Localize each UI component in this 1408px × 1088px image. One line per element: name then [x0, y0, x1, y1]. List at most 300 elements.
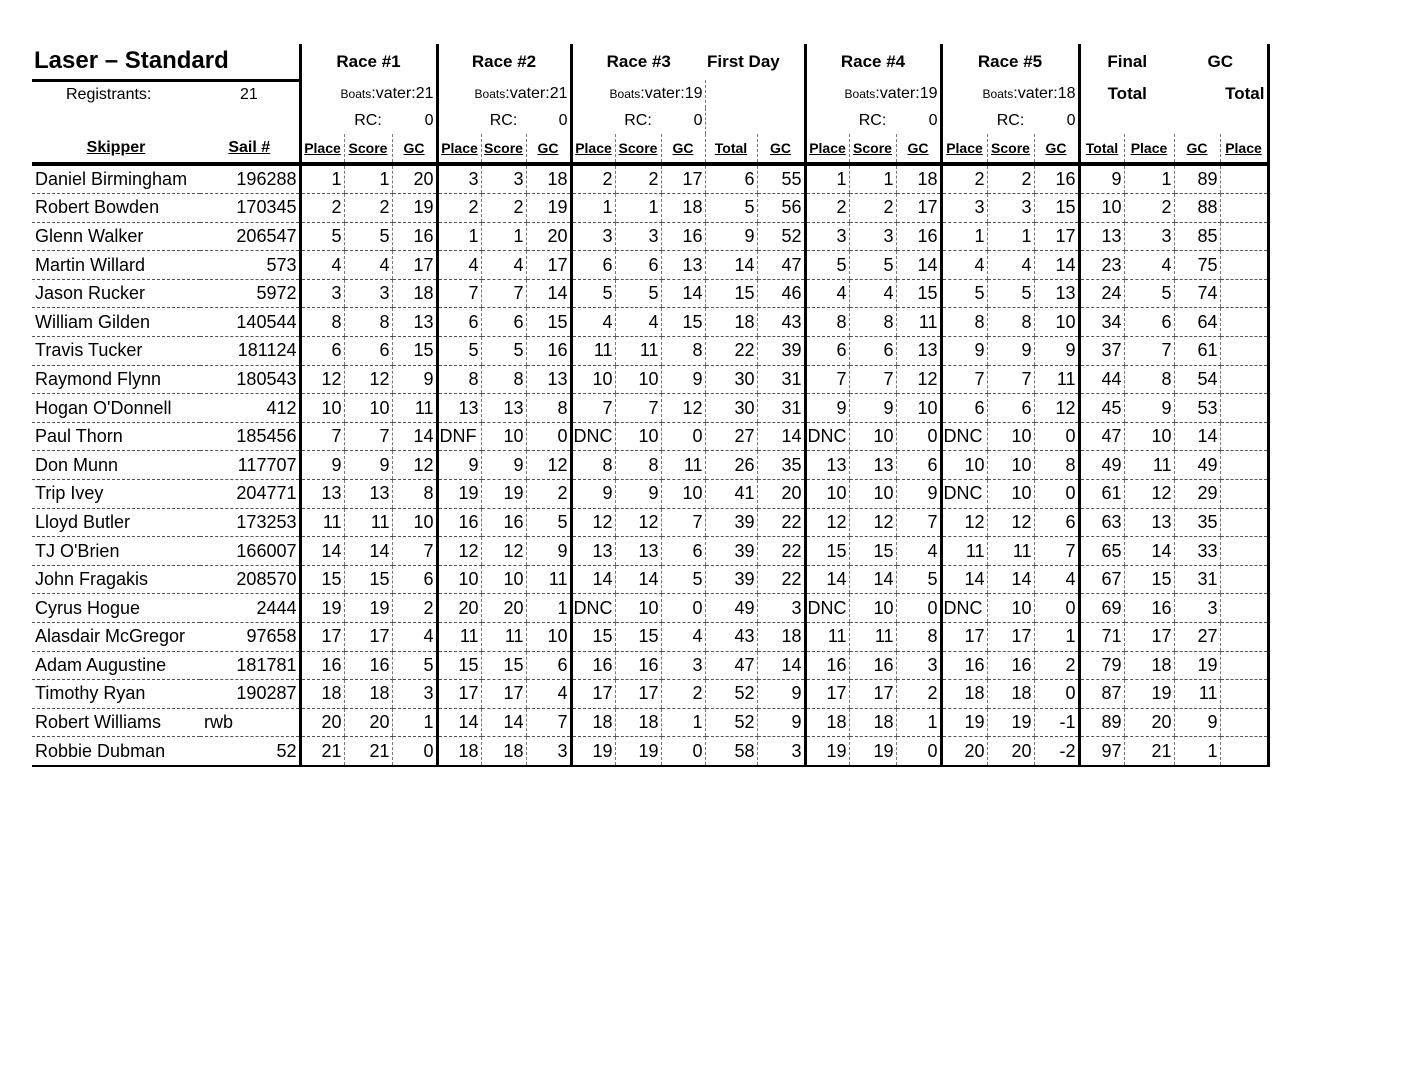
cell-r2-place: 15 — [437, 651, 481, 680]
cell-sail: 204771 — [200, 480, 300, 509]
cell-r5-score: 7 — [987, 365, 1034, 394]
cell-r1-gc: 18 — [392, 279, 437, 308]
cell-r3-place: 10 — [571, 365, 615, 394]
cell-r3-gc: 5 — [661, 565, 705, 594]
cell-skipper: Don Munn — [32, 451, 200, 480]
cell-r4-place: 17 — [805, 680, 849, 709]
cell-r2-score: 15 — [481, 651, 526, 680]
cell-r4-place: 6 — [805, 337, 849, 366]
rc-label: RC: — [489, 111, 518, 129]
cell-r5-score: 11 — [987, 537, 1034, 566]
cell-final-place: 13 — [1124, 508, 1174, 537]
cell-r4-score: 8 — [849, 308, 896, 337]
boats-label: Boats — [844, 86, 876, 101]
cell-r2-score: 2 — [481, 194, 526, 223]
cell-day1-gc: 47 — [757, 251, 805, 280]
cell-r4-gc: 0 — [896, 422, 941, 451]
registrants-label: Registrants: — [66, 85, 152, 103]
cell-r5-score: 6 — [987, 394, 1034, 423]
cell-r2-score: 6 — [481, 308, 526, 337]
cell-r2-gc: 2 — [526, 480, 571, 509]
cell-r1-place: 1 — [300, 164, 344, 194]
cell-r3-place: 8 — [571, 451, 615, 480]
cell-r4-gc: 3 — [896, 651, 941, 680]
cell-r3-score: 10 — [615, 365, 661, 394]
cell-r1-score: 7 — [344, 422, 392, 451]
cell-gc-place — [1220, 708, 1268, 737]
cell-r2-place: 3 — [437, 164, 481, 194]
cell-r5-place: DNC — [941, 480, 987, 509]
cell-r2-gc: 15 — [526, 308, 571, 337]
cell-r3-score: 10 — [615, 594, 661, 623]
cell-day1-gc: 9 — [757, 708, 805, 737]
cell-r2-score: 8 — [481, 365, 526, 394]
cell-r5-gc: 13 — [1034, 279, 1079, 308]
cell-r1-gc: 14 — [392, 422, 437, 451]
cell-r3-place: 7 — [571, 394, 615, 423]
cell-r5-place: 12 — [941, 508, 987, 537]
cell-r1-place: 5 — [300, 222, 344, 251]
first-day-header: First Day — [707, 52, 780, 71]
cell-r5-gc: 17 — [1034, 222, 1079, 251]
final-header: Final — [1079, 44, 1174, 80]
cell-r5-place: 3 — [941, 194, 987, 223]
cell-day1-gc: 22 — [757, 508, 805, 537]
cell-r2-place: 12 — [437, 537, 481, 566]
cell-day1-total: 18 — [705, 308, 757, 337]
cell-final-place: 5 — [1124, 279, 1174, 308]
cell-r1-gc: 8 — [392, 480, 437, 509]
cell-sail: 2444 — [200, 594, 300, 623]
cell-r2-place: 13 — [437, 394, 481, 423]
cell-day1-gc: 14 — [757, 651, 805, 680]
cell-r3-score: 17 — [615, 680, 661, 709]
cell-r4-gc: 14 — [896, 251, 941, 280]
cell-r5-score: 17 — [987, 623, 1034, 652]
cell-r5-score: 2 — [987, 164, 1034, 194]
col-score: Score — [849, 134, 896, 164]
cell-r3-gc: 0 — [661, 737, 705, 766]
cell-r5-place: DNC — [941, 594, 987, 623]
cell-r2-place: 18 — [437, 737, 481, 766]
cell-r3-score: 2 — [615, 164, 661, 194]
cell-r1-score: 6 — [344, 337, 392, 366]
cell-r3-place: 11 — [571, 337, 615, 366]
cell-r5-place: 11 — [941, 537, 987, 566]
boats-label: Boats — [474, 86, 506, 101]
cell-gc-place — [1220, 422, 1268, 451]
table-row — [32, 164, 1268, 194]
race-1-rc: 0 — [424, 111, 434, 129]
cell-r2-gc: 20 — [526, 222, 571, 251]
cell-final-place: 17 — [1124, 623, 1174, 652]
col-place: Place — [300, 134, 344, 164]
cell-r4-place: 2 — [805, 194, 849, 223]
cell-r3-gc: 14 — [661, 279, 705, 308]
cell-r1-gc: 15 — [392, 337, 437, 366]
cell-final-place: 16 — [1124, 594, 1174, 623]
cell-sail: 412 — [200, 394, 300, 423]
cell-day1-total: 14 — [705, 251, 757, 280]
cell-r5-gc: 6 — [1034, 508, 1079, 537]
col-place: Place — [941, 134, 987, 164]
cell-r3-gc: 9 — [661, 365, 705, 394]
results-body — [32, 164, 1268, 766]
cell-day1-gc: 43 — [757, 308, 805, 337]
cell-r3-gc: 0 — [661, 594, 705, 623]
cell-r4-gc: 7 — [896, 508, 941, 537]
cell-skipper: Robert Williams — [32, 708, 200, 737]
cell-final-place: 15 — [1124, 565, 1174, 594]
cell-gc-total: 3 — [1174, 594, 1220, 623]
cell-skipper: TJ O'Brien — [32, 537, 200, 566]
race-3-header: Race #3 — [571, 44, 705, 80]
cell-r1-score: 3 — [344, 279, 392, 308]
table-row — [32, 365, 1268, 394]
cell-r4-gc: 11 — [896, 308, 941, 337]
cell-r3-place: 16 — [571, 651, 615, 680]
cell-r1-score: 17 — [344, 623, 392, 652]
cell-r4-place: 8 — [805, 308, 849, 337]
cell-r4-place: 16 — [805, 651, 849, 680]
cell-r2-place: 16 — [437, 508, 481, 537]
cell-r3-place: 13 — [571, 537, 615, 566]
cell-final-place: 6 — [1124, 308, 1174, 337]
cell-r2-place: 10 — [437, 565, 481, 594]
cell-r4-place: 13 — [805, 451, 849, 480]
col-sail: Sail # — [200, 134, 300, 164]
cell-r3-gc: 15 — [661, 308, 705, 337]
gc-header: GC — [1174, 44, 1268, 80]
cell-r3-place: 6 — [571, 251, 615, 280]
cell-r2-gc: 9 — [526, 537, 571, 566]
col-gc: GC — [896, 134, 941, 164]
table-row — [32, 337, 1268, 366]
cell-r5-place: 5 — [941, 279, 987, 308]
col-place: Place — [805, 134, 849, 164]
cell-r3-gc: 12 — [661, 394, 705, 423]
cell-r1-gc: 9 — [392, 365, 437, 394]
cell-day1-gc: 3 — [757, 737, 805, 766]
table-row — [32, 308, 1268, 337]
cell-r4-score: 12 — [849, 508, 896, 537]
cell-r4-gc: 9 — [896, 480, 941, 509]
cell-r2-place: 6 — [437, 308, 481, 337]
col-score: Score — [987, 134, 1034, 164]
table-row — [32, 680, 1268, 709]
cell-r4-score: 10 — [849, 594, 896, 623]
cell-gc-place — [1220, 394, 1268, 423]
cell-final-total: 9 — [1079, 164, 1124, 194]
cell-r1-place: 10 — [300, 394, 344, 423]
cell-r5-place: DNC — [941, 422, 987, 451]
cell-r3-gc: 4 — [661, 623, 705, 652]
final-total-header: Total — [1079, 80, 1174, 108]
cell-gc-place — [1220, 164, 1268, 194]
boats-label: Boats — [982, 86, 1014, 101]
cell-sail: 97658 — [200, 623, 300, 652]
cell-r4-place: 11 — [805, 623, 849, 652]
cell-r5-place: 1 — [941, 222, 987, 251]
cell-r1-place: 19 — [300, 594, 344, 623]
cell-final-total: 24 — [1079, 279, 1124, 308]
cell-r3-score: 11 — [615, 337, 661, 366]
cell-r2-gc: 6 — [526, 651, 571, 680]
results-table: Laser – Standard Race #1 Race #2 Race #3 First Day Race #4 Race #5 Final GC Registrants: 21 Boats:vater: 21 Boats:vater: 21 Boats:vater: 19 Boats:vater: 19 Boats:vater: 18 Total Total RC: 0 RC: 0 RC: 0 RC: 0 RC: 0 Skipper Sail # Place Score GC Place Score GC Place Score GC Total GC Place Score GC Place Score GC Total Place GC Place Daniel Birmingham 196288 1 1 20 3 3 18 2 2 17 6 55 1 1 18 2 2 16 9 1 89 Robert Bowden 170345 2 2 19 2 2 19 1 1 18 5 56 2 2 17 3 3 15 10 2 88 Glenn Walker 206547 5 5 16 1 1 20 3 3 16 9 52 3 3 16 1 1 17 13 3 85 Martin Willard 573 4 4 17 4 4 17 6 6 13 14 47 5 5 14 4 4 14 23 4 75 Jason Rucker 5972 3 3 18 7 7 14 5 5 14 15 46 4 4 15 5 5 13 24 5 74 William Gilden 140544 8 8 13 6 6 15 4 4 15 18 43 8 8 11 8 8 10 34 6 64 Travis Tucker 181124 6 6 15 5 5 16 11 11 8 22 39 6 6 13 9 9 9 37 7 61 Raymond Flynn 180543 12 12 9 8 8 13 10 10 9 30 31 7 7 12 7 7 11 44 8 54 Hogan O'Donnell 412 10 10 11 13 13 8 7 7 12 30 31 9 9 10 6 6 12 45 9 53 Paul Thorn 185456 7 7 14 DNF 10 0 DNC 10 0 27 14 DNC 10 0 DNC 10 0 47 10 14 Don Munn 117707 9 9 12 9 9 12 8 8 11 26 35 13 13 6 10 10 8 49 11 49 Trip Ivey 204771 13 13 8 19 19 2 9 9 10 41 20 10 10 9 DNC 10 0 61 12 29 Lloyd Butler 173253 11 11 10 16 16 5 12 12 7 39 22 12 12 7 12 12 6 63 13 35 TJ O'Brien 166007 14 14 7 12 12 9 13 13 6 39 22 15 15 4 11 11 7 65 14 33 John Fragakis 208570 15 15 6 10 10 11 14 14 5 39 22 14 14 5 14 14 4 67 15 31 Cyrus Hogue 2444 19 19 2 20 20 1 DNC 10 0 49 3 DNC 10 0 DNC 10 0 69 16 3 Alasdair McGregor 97658 17 17 4 11 11 10 15 15 4 43 18 11 11 8 17 17 1 71 17 27 Adam Augustine 181781 16 16 5 15 15 6 16 16 3 47 14 16 16 3 16 16 2 79 18 19 Timothy Ryan 190287 18 18 3 17 17 4 17 17 2 52 9 17 17 2 18 18 0 87 19 11 Robert Williams rwb 20 20 1 14 14 7 18 18 1 52 9 18 18 1 19 19 -1 89 20 9 Robbie Dubman 52 21 21 0 18 18 3 19 19 0 58 3 19 19 0 20 20 -2 97 21 1 — [32, 44, 1270, 767]
cell-r3-gc: 17 — [661, 164, 705, 194]
water-label: vater: — [509, 84, 550, 102]
cell-r5-place: 4 — [941, 251, 987, 280]
cell-r4-score: 18 — [849, 708, 896, 737]
cell-r4-score: 6 — [849, 337, 896, 366]
cell-r1-score: 14 — [344, 537, 392, 566]
rc-label: RC: — [624, 111, 652, 129]
cell-r5-score: 9 — [987, 337, 1034, 366]
cell-r5-gc: 14 — [1034, 251, 1079, 280]
cell-r2-place: 19 — [437, 480, 481, 509]
cell-r1-score: 9 — [344, 451, 392, 480]
cell-skipper: Hogan O'Donnell — [32, 394, 200, 423]
col-place: Place — [571, 134, 615, 164]
cell-r4-gc: 5 — [896, 565, 941, 594]
water-label: vater: — [879, 84, 920, 102]
cell-r3-place: 2 — [571, 164, 615, 194]
cell-skipper: Robbie Dubman — [32, 737, 200, 766]
cell-r5-score: 5 — [987, 279, 1034, 308]
table-row — [32, 394, 1268, 423]
cell-r1-score: 13 — [344, 480, 392, 509]
water-label: vater: — [375, 84, 416, 102]
cell-skipper: Travis Tucker — [32, 337, 200, 366]
cell-day1-gc: 56 — [757, 194, 805, 223]
cell-r5-score: 10 — [987, 422, 1034, 451]
cell-day1-total: 30 — [705, 394, 757, 423]
cell-day1-gc: 20 — [757, 480, 805, 509]
cell-r5-score: 20 — [987, 737, 1034, 766]
cell-r1-score: 15 — [344, 565, 392, 594]
cell-final-total: 10 — [1079, 194, 1124, 223]
cell-r1-score: 12 — [344, 365, 392, 394]
cell-r2-gc: 13 — [526, 365, 571, 394]
table-row — [32, 451, 1268, 480]
cell-gc-place — [1220, 279, 1268, 308]
cell-r4-gc: 10 — [896, 394, 941, 423]
cell-r1-gc: 4 — [392, 623, 437, 652]
cell-gc-place — [1220, 508, 1268, 537]
cell-r2-gc: 19 — [526, 194, 571, 223]
cell-r2-score: 20 — [481, 594, 526, 623]
cell-r1-score: 11 — [344, 508, 392, 537]
cell-final-total: 67 — [1079, 565, 1124, 594]
cell-r3-gc: 16 — [661, 222, 705, 251]
cell-day1-total: 39 — [705, 508, 757, 537]
cell-r1-gc: 0 — [392, 737, 437, 766]
cell-r5-gc: 12 — [1034, 394, 1079, 423]
cell-gc-total: 88 — [1174, 194, 1220, 223]
cell-r1-place: 15 — [300, 565, 344, 594]
cell-r4-score: 10 — [849, 422, 896, 451]
cell-r2-place: 2 — [437, 194, 481, 223]
cell-r5-score: 14 — [987, 565, 1034, 594]
cell-gc-place — [1220, 222, 1268, 251]
cell-sail: 196288 — [200, 164, 300, 194]
cell-day1-total: 43 — [705, 623, 757, 652]
cell-gc-place — [1220, 537, 1268, 566]
cell-r1-place: 14 — [300, 537, 344, 566]
cell-r3-gc: 6 — [661, 537, 705, 566]
cell-r4-gc: 13 — [896, 337, 941, 366]
table-row — [32, 422, 1268, 451]
cell-r2-gc: 18 — [526, 164, 571, 194]
cell-gc-place — [1220, 680, 1268, 709]
cell-r1-place: 11 — [300, 508, 344, 537]
cell-skipper: Robert Bowden — [32, 194, 200, 223]
cell-skipper: Glenn Walker — [32, 222, 200, 251]
cell-r3-gc: 1 — [661, 708, 705, 737]
cell-r4-gc: 15 — [896, 279, 941, 308]
cell-gc-total: 85 — [1174, 222, 1220, 251]
cell-r1-place: 16 — [300, 651, 344, 680]
cell-sail: 166007 — [200, 537, 300, 566]
cell-r2-place: 9 — [437, 451, 481, 480]
cell-day1-gc: 35 — [757, 451, 805, 480]
cell-r5-gc: -1 — [1034, 708, 1079, 737]
cell-r4-score: 4 — [849, 279, 896, 308]
cell-r4-place: 1 — [805, 164, 849, 194]
cell-r1-place: 17 — [300, 623, 344, 652]
cell-day1-total: 30 — [705, 365, 757, 394]
cell-r3-score: 3 — [615, 222, 661, 251]
cell-r4-place: 12 — [805, 508, 849, 537]
cell-r3-score: 8 — [615, 451, 661, 480]
cell-gc-total: 61 — [1174, 337, 1220, 366]
cell-r4-gc: 4 — [896, 537, 941, 566]
cell-final-total: 47 — [1079, 422, 1124, 451]
registrants-value: 21 — [240, 85, 258, 103]
cell-skipper: John Fragakis — [32, 565, 200, 594]
cell-r5-place: 19 — [941, 708, 987, 737]
cell-r3-gc: 13 — [661, 251, 705, 280]
cell-r3-gc: 7 — [661, 508, 705, 537]
cell-gc-total: 89 — [1174, 164, 1220, 194]
cell-skipper: Timothy Ryan — [32, 680, 200, 709]
cell-r5-place: 16 — [941, 651, 987, 680]
table-row — [32, 194, 1268, 223]
cell-day1-gc: 22 — [757, 537, 805, 566]
cell-final-place: 1 — [1124, 164, 1174, 194]
cell-sail: rwb — [200, 708, 300, 737]
cell-r2-gc: 1 — [526, 594, 571, 623]
cell-r4-score: 10 — [849, 480, 896, 509]
cell-gc-total: 53 — [1174, 394, 1220, 423]
boats-label: Boats — [609, 86, 641, 101]
cell-gc-total: 27 — [1174, 623, 1220, 652]
cell-gc-total: 35 — [1174, 508, 1220, 537]
cell-r5-score: 3 — [987, 194, 1034, 223]
cell-r1-score: 10 — [344, 394, 392, 423]
cell-r3-score: 7 — [615, 394, 661, 423]
cell-gc-place — [1220, 480, 1268, 509]
cell-r3-place: 9 — [571, 480, 615, 509]
cell-r3-score: 12 — [615, 508, 661, 537]
cell-r4-place: 14 — [805, 565, 849, 594]
cell-r3-place: 17 — [571, 680, 615, 709]
cell-r1-gc: 16 — [392, 222, 437, 251]
cell-final-place: 18 — [1124, 651, 1174, 680]
cell-r1-place: 13 — [300, 480, 344, 509]
cell-r4-place: DNC — [805, 594, 849, 623]
cell-final-place: 9 — [1124, 394, 1174, 423]
cell-r2-place: 1 — [437, 222, 481, 251]
cell-r2-place: DNF — [437, 422, 481, 451]
cell-day1-total: 15 — [705, 279, 757, 308]
cell-r1-score: 16 — [344, 651, 392, 680]
table-row — [32, 480, 1268, 509]
cell-final-place: 4 — [1124, 251, 1174, 280]
cell-sail: 181781 — [200, 651, 300, 680]
cell-r5-gc: 0 — [1034, 480, 1079, 509]
race-5-header: Race #5 — [941, 44, 1079, 80]
cell-r5-score: 10 — [987, 451, 1034, 480]
col-score: Score — [481, 134, 526, 164]
rc-label: RC: — [354, 111, 382, 129]
cell-sail: 140544 — [200, 308, 300, 337]
cell-r4-gc: 0 — [896, 737, 941, 766]
cell-r3-gc: 8 — [661, 337, 705, 366]
cell-gc-total: 31 — [1174, 565, 1220, 594]
cell-final-total: 23 — [1079, 251, 1124, 280]
cell-final-total: 87 — [1079, 680, 1124, 709]
cell-r4-score: 7 — [849, 365, 896, 394]
cell-final-total: 61 — [1079, 480, 1124, 509]
cell-r5-score: 16 — [987, 651, 1034, 680]
cell-r3-place: 4 — [571, 308, 615, 337]
cell-r1-gc: 3 — [392, 680, 437, 709]
col-gc: GC — [1174, 134, 1220, 164]
cell-r1-place: 20 — [300, 708, 344, 737]
cell-r1-gc: 11 — [392, 394, 437, 423]
boats-label: Boats — [340, 86, 372, 101]
cell-r2-place: 11 — [437, 623, 481, 652]
race-3-boats: 19 — [684, 84, 703, 102]
cell-day1-total: 27 — [705, 422, 757, 451]
cell-gc-place — [1220, 308, 1268, 337]
cell-r5-gc: 11 — [1034, 365, 1079, 394]
rc-label: RC: — [858, 111, 887, 129]
cell-sail: 190287 — [200, 680, 300, 709]
col-total: Total — [705, 134, 757, 164]
cell-r5-place: 10 — [941, 451, 987, 480]
cell-r1-score: 5 — [344, 222, 392, 251]
cell-final-place: 12 — [1124, 480, 1174, 509]
cell-final-place: 3 — [1124, 222, 1174, 251]
cell-r1-gc: 20 — [392, 164, 437, 194]
cell-skipper: Raymond Flynn — [32, 365, 200, 394]
cell-final-place: 7 — [1124, 337, 1174, 366]
cell-r5-score: 18 — [987, 680, 1034, 709]
cell-r3-place: 19 — [571, 737, 615, 766]
cell-r1-place: 9 — [300, 451, 344, 480]
cell-final-place: 10 — [1124, 422, 1174, 451]
cell-skipper: Daniel Birmingham — [32, 164, 200, 194]
cell-final-total: 45 — [1079, 394, 1124, 423]
cell-sail: 181124 — [200, 337, 300, 366]
cell-day1-total: 41 — [705, 480, 757, 509]
cell-r5-place: 9 — [941, 337, 987, 366]
race-3-rc: 0 — [693, 111, 703, 129]
cell-sail: 117707 — [200, 451, 300, 480]
cell-r1-score: 18 — [344, 680, 392, 709]
